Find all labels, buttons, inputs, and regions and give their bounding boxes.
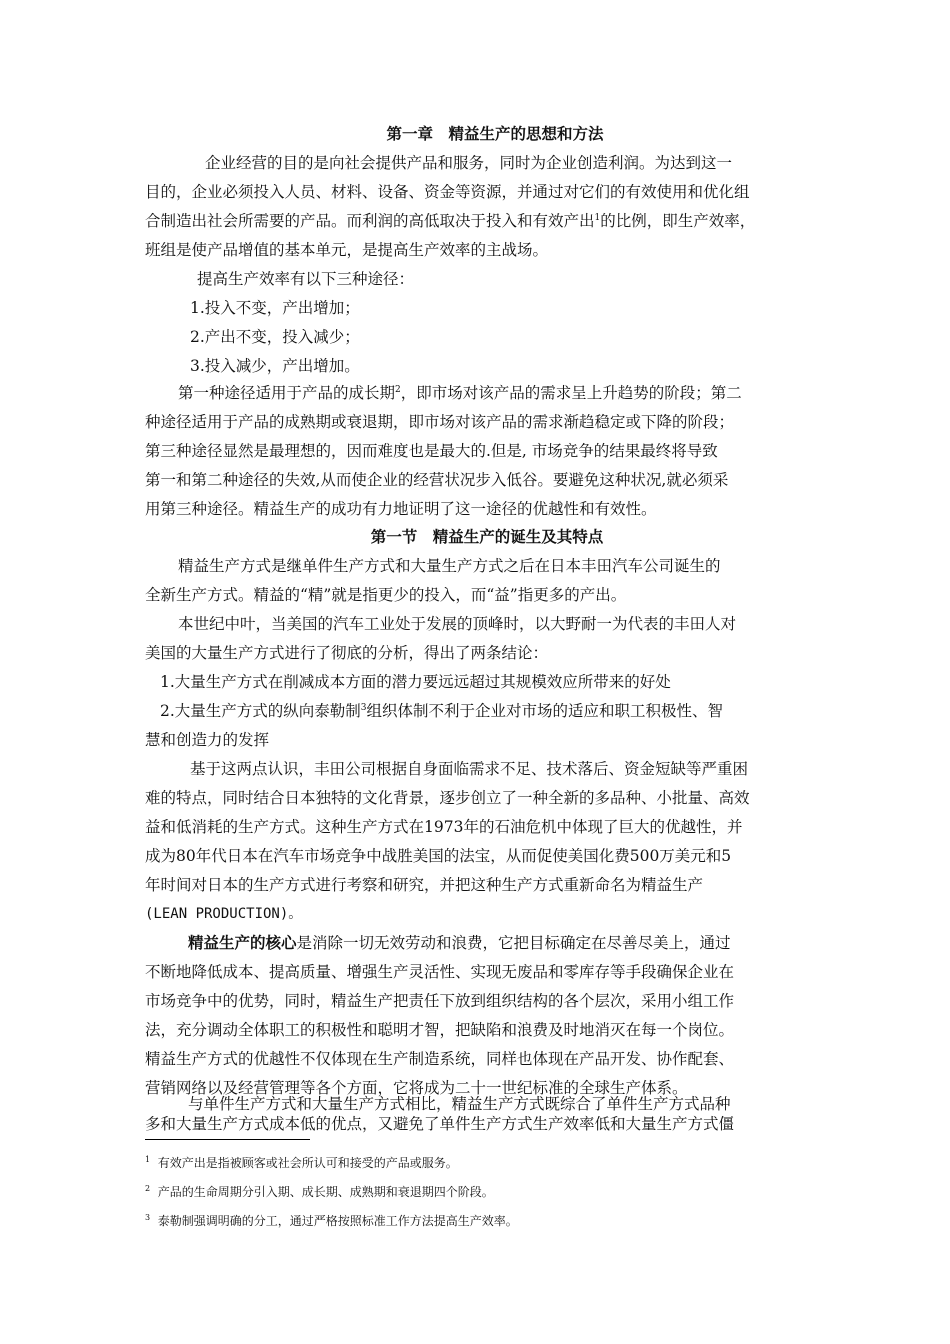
conclusion-2-line-2: 慧和创造力的发挥 bbox=[145, 731, 270, 749]
intro-line-3: 合制造出社会所需要的产品。而利润的高低取决于投入和有效产出$^1$的比例，即生产效率， bbox=[145, 212, 756, 230]
s4-line-6: 营销网络以及经营管理等各个方面，它将成为二十一世纪标准的全球生产体系。 bbox=[145, 1079, 688, 1097]
s3-line-3: 益和低消耗的生产方式。这种生产方式在1973年的石油危机中体现了巨大的优越性，并 bbox=[145, 818, 743, 836]
intro-line-1: 企业经营的目的是向社会提供产品和服务，同时为企业创造利润。为达到这一 bbox=[205, 154, 733, 172]
s3-line-6: (LEAN PRODUCTION)。 bbox=[145, 906, 303, 922]
analysis-line-1: 第一种途径适用于产品的成长期$^2$，即市场对该产品的需求呈上升趋势的阶段；第二 bbox=[178, 384, 742, 402]
analysis-line-4: 第一和第二种途径的失效,从而使企业的经营状况步入低谷。要避免这种状况,就必须采 bbox=[145, 471, 729, 489]
footnote-separator bbox=[145, 1139, 310, 1140]
footnote-ref-3: 3 bbox=[360, 703, 367, 713]
s5-line-2: 多和大量生产方式成本低的优点，又避免了单件生产方式生产效率低和大量生产方式僵 bbox=[145, 1115, 735, 1133]
s3-line-1: 基于这两点认识，丰田公司根据自身面临需求不足、技术落后、资金短缺等严重困 bbox=[190, 760, 749, 778]
s2-line-1: 本世纪中叶，当美国的汽车工业处于发展的顶峰时，以大野耐一为代表的丰田人对 bbox=[178, 615, 737, 633]
intro-line-2: 目的，企业必须投入人员、材料、设备、资金等资源，并通过对它们的有效使用和优化组 bbox=[145, 183, 750, 201]
analysis-line-2: 种途径适用于产品的成熟期或衰退期，即市场对该产品的需求渐趋稳定或下降的阶段； bbox=[145, 413, 735, 431]
conclusion-2: 2.大量生产方式的纵向泰勒制$^3$组织体制不利于企业对市场的适应和职工积极性、智 bbox=[160, 702, 724, 720]
ways-title: 提高生产效率有以下三种途径： bbox=[197, 270, 415, 288]
s1-line-2: 全新生产方式。精益的“精”就是指更少的投入，而“益”指更多的产出。 bbox=[145, 586, 627, 604]
s3-line-2: 难的特点，同时结合日本独特的文化背景，逐步创立了一种全新的多品种、小批量、高效 bbox=[145, 789, 750, 807]
s5-line-1: 与单件生产方式和大量生产方式相比，精益生产方式既综合了单件生产方式品种 bbox=[188, 1095, 731, 1113]
way-item-1: 1.投入不变，产出增加； bbox=[190, 299, 360, 317]
analysis-line-3: 第三种途径显然是最理想的，因而难度也是最大的.但是, 市场竞争的结果最终将导致 bbox=[145, 442, 718, 460]
s1-line-1: 精益生产方式是继单件生产方式和大量生产方式之后在日本丰田汽车公司诞生的 bbox=[178, 557, 721, 575]
s4-line-3: 市场竞争中的优势，同时，精益生产把责任下放到组织结构的各个层次，采用小组工作 bbox=[145, 992, 735, 1010]
s4-line-4: 法，充分调动全体职工的积极性和聪明才智，把缺陷和浪费及时地消灭在每一个岗位。 bbox=[145, 1021, 735, 1039]
s4-line-1: 精益生产的核心是消除一切无效劳动和浪费，它把目标确定在尽善尽美上，通过 bbox=[188, 933, 731, 952]
analysis-line-5: 用第三种途径。精益生产的成功有力地证明了这一途径的优越性和有效性。 bbox=[145, 500, 657, 518]
s3-line-4: 成为80年代日本在汽车市场竞争中战胜美国的法宝，从而促使美国化费500万美元和5 bbox=[145, 847, 732, 865]
core-bold-lead: 精益生产的核心 bbox=[188, 933, 297, 952]
chapter-title: 第一章 精益生产的思想和方法 bbox=[386, 124, 604, 143]
footnote-3: $^3$ 泰勒制强调明确的分工，通过严格按照标准工作方法提高生产效率。 bbox=[145, 1213, 518, 1228]
conclusion-1: 1.大量生产方式在削减成本方面的潜力要远远超过其规模效应所带来的好处 bbox=[160, 673, 671, 691]
footnote-ref-1: 1 bbox=[594, 213, 601, 223]
footnote-1: $^1$ 有效产出是指被顾客或社会所认可和接受的产品或服务。 bbox=[145, 1155, 458, 1170]
section-title: 第一节 精益生产的诞生及其特点 bbox=[370, 527, 604, 546]
way-item-3: 3.投入减少，产出增加。 bbox=[190, 357, 360, 375]
s2-line-2: 美国的大量生产方式进行了彻底的分析，得出了两条结论： bbox=[145, 644, 549, 662]
footnote-2: $^2$ 产品的生命周期分引入期、成长期、成熟期和衰退期四个阶段。 bbox=[145, 1184, 494, 1199]
s4-line-5: 精益生产方式的优越性不仅体现在生产制造系统，同样也体现在产品开发、协作配套、 bbox=[145, 1050, 735, 1068]
s4-line-2: 不断地降低成本、提高质量、增强生产灵活性、实现无废品和零库存等手段确保企业在 bbox=[145, 963, 735, 981]
intro-line-4: 班组是使产品增值的基本单元，是提高生产效率的主战场。 bbox=[145, 241, 549, 259]
way-item-2: 2.产出不变，投入减少； bbox=[190, 328, 360, 346]
footnote-ref-2: 2 bbox=[395, 385, 401, 395]
s3-line-5: 年时间对日本的生产方式进行考察和研究，并把这种生产方式重新命名为精益生产 bbox=[145, 876, 704, 894]
